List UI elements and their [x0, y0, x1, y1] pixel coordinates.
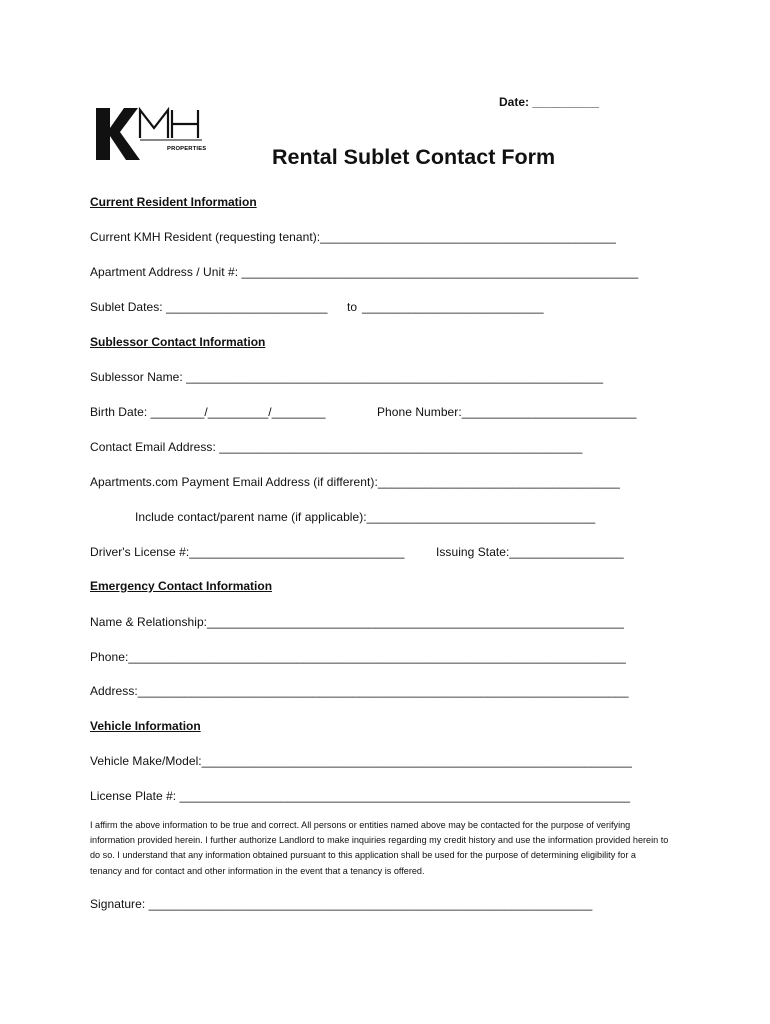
- sublessor-name-field[interactable]: Sublessor Name: ______________________________________________________________: [90, 370, 604, 384]
- payment-email-field[interactable]: Apartments.com Payment Email Address (if different):____________________________________: [90, 475, 620, 489]
- parent-name-field[interactable]: Include contact/parent name (if applicable):__________________________________: [135, 510, 596, 524]
- signature-field[interactable]: Signature: __________________________________________________________________: [90, 897, 593, 911]
- affirmation-text: I affirm the above information to be true and correct. All persons or entities named above may be contacted for the purpose of verifying information provided herein. I further authorize Landlord to make inquiries regarding my credit history and use the information provided herein to do so. I understand that any information obtained pursuant to this application shall be used for the purpose of determining eligibility for a tenancy and for contact and other information in the event that a tenancy is offered.: [90, 820, 669, 876]
- issuing-state-field[interactable]: Issuing State:_________________: [436, 545, 624, 559]
- logo-subtitle: PROPERTIES: [167, 146, 206, 152]
- kmh-logo: [94, 104, 206, 168]
- section-emergency: Emergency Contact Information: [90, 579, 273, 593]
- emergency-name-field[interactable]: Name & Relationship:______________________________________________________________: [90, 615, 624, 629]
- emergency-phone-field[interactable]: Phone:__________________________________________________________________________: [90, 650, 626, 664]
- contact-email-field[interactable]: Contact Email Address: ______________________________________________________: [90, 440, 583, 454]
- page-title: Rental Sublet Contact Form: [272, 145, 556, 169]
- drivers-license-field[interactable]: Driver's License #:________________________________: [90, 545, 405, 559]
- section-sublessor: Sublessor Contact Information: [90, 335, 266, 349]
- sublet-start-field[interactable]: Sublet Dates: ________________________: [90, 300, 328, 314]
- sublet-end-field[interactable]: ___________________________: [362, 300, 544, 314]
- apartment-address-field[interactable]: Apartment Address / Unit #: ___________________________________________________________: [90, 265, 639, 279]
- section-current-resident: Current Resident Information: [90, 195, 257, 209]
- kmh-logo-graphic: [94, 104, 206, 168]
- phone-number-field[interactable]: Phone Number:__________________________: [377, 405, 637, 419]
- birth-date-field[interactable]: Birth Date: ________/_________/________: [90, 405, 326, 419]
- date-field[interactable]: Date: __________: [499, 95, 600, 109]
- resident-field[interactable]: Current KMH Resident (requesting tenant):____________________________________________: [90, 230, 617, 244]
- emergency-address-field[interactable]: Address:_________________________________________________________________________: [90, 684, 629, 698]
- vehicle-make-field[interactable]: Vehicle Make/Model:________________________________________________________________: [90, 754, 632, 768]
- license-plate-field[interactable]: License Plate #: ___________________________________________________________________: [90, 789, 631, 803]
- section-vehicle: Vehicle Information: [90, 719, 201, 733]
- sublet-to-label: to: [347, 300, 358, 314]
